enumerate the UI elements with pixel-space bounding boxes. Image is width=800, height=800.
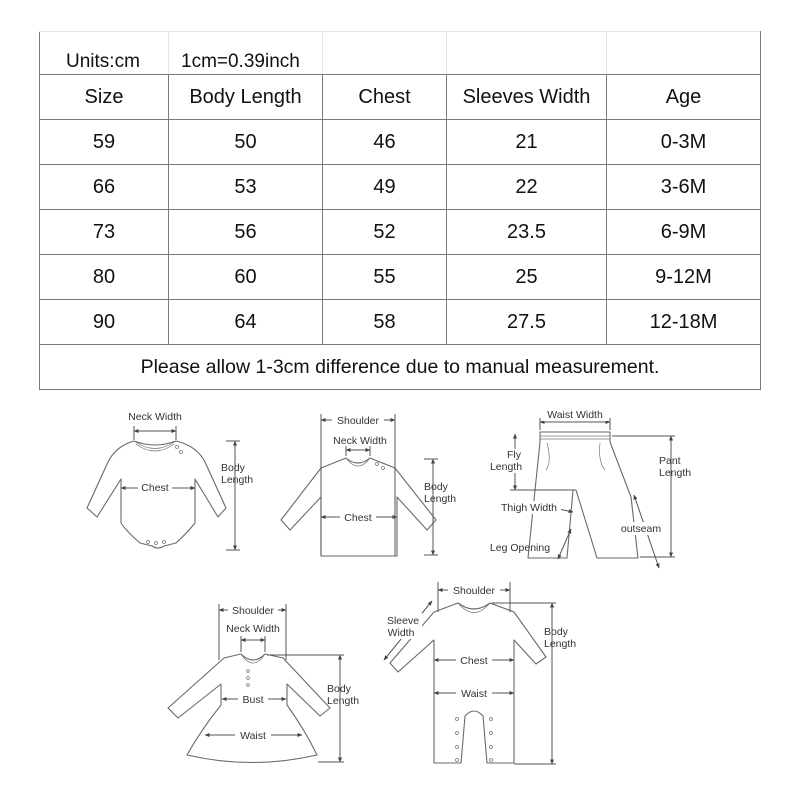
cell-age: 6-9M — [607, 210, 761, 255]
label-body-length-1: Body — [424, 481, 448, 493]
label-waist: Waist — [240, 730, 266, 742]
label-body-length-2: Length — [424, 493, 457, 505]
label-chest: Chest — [460, 655, 488, 667]
label-body-length-2: Length — [221, 474, 254, 486]
cell-body-length: 53 — [169, 165, 323, 210]
label-body-length-1: Body — [327, 683, 351, 695]
cell-chest: 58 — [323, 300, 447, 345]
measurement-note: Please allow 1-3cm difference due to manual measurement. — [40, 345, 761, 390]
cell-size: 80 — [40, 255, 169, 300]
dress-diagram — [168, 603, 359, 763]
label-thigh-width: Thigh Width — [500, 502, 558, 514]
cell-body-length: 64 — [169, 300, 323, 345]
label-outseam: outseam — [620, 523, 662, 535]
label-neck-width: Neck Width — [226, 623, 280, 635]
cell-age: 3-6M — [607, 165, 761, 210]
cell-size: 90 — [40, 300, 169, 345]
cell-age: 9-12M — [607, 255, 761, 300]
label-neck-width: Neck Width — [128, 411, 182, 423]
label-fly-length-1: Fly — [507, 449, 521, 461]
pants-diagram — [490, 408, 691, 568]
header-sleeves-width: Sleeves Width — [447, 75, 607, 120]
cell-age: 12-18M — [607, 300, 761, 345]
label-body-length-1: Body — [221, 462, 245, 474]
cell-size: 59 — [40, 120, 169, 165]
header-size: Size — [40, 75, 169, 120]
cell-chest: 46 — [323, 120, 447, 165]
label-bust: Bust — [242, 694, 264, 706]
label-sleeve-width-1: Sleeve — [386, 615, 420, 627]
label-pant-length-2: Length — [659, 467, 692, 479]
cell-age: 0-3M — [607, 120, 761, 165]
cell-body-length: 56 — [169, 210, 323, 255]
label-shoulder: Shoulder — [231, 605, 275, 617]
label-shoulder: Shoulder — [452, 585, 496, 597]
cell-chest: 49 — [323, 165, 447, 210]
romper-diagram — [384, 582, 576, 764]
top-diagram — [281, 413, 456, 556]
top-outline — [281, 458, 436, 556]
label-body-length-1: Body — [544, 626, 568, 638]
label-sleeve-width-2: Width — [387, 627, 415, 639]
label-waist-width: Waist Width — [547, 409, 603, 421]
label-fly-length-2: Length — [489, 461, 523, 473]
cell-sleeves-width: 22 — [447, 165, 607, 210]
cell-body-length: 50 — [169, 120, 323, 165]
label-leg-opening: Leg Opening — [489, 542, 551, 554]
header-chest: Chest — [323, 75, 447, 120]
cell-size: 73 — [40, 210, 169, 255]
cell-sleeves-width: 23.5 — [447, 210, 607, 255]
conversion-label: 1cm=0.39inch — [181, 51, 300, 72]
label-waist: Waist — [461, 688, 487, 700]
label-body-length-2: Length — [544, 638, 577, 650]
cell-sleeves-width: 21 — [447, 120, 607, 165]
label-chest: Chest — [344, 512, 372, 524]
header-age: Age — [607, 75, 761, 120]
label-pant-length-1: Pant — [659, 455, 681, 467]
cell-chest: 52 — [323, 210, 447, 255]
label-body-length-2: Length — [327, 695, 360, 707]
cell-sleeves-width: 27.5 — [447, 300, 607, 345]
cell-size: 66 — [40, 165, 169, 210]
label-chest: Chest — [141, 482, 169, 494]
bodysuit-diagram — [87, 411, 253, 550]
bodysuit-outline — [87, 441, 226, 548]
pants-outline — [528, 432, 638, 558]
header-body-length: Body Length — [169, 75, 323, 120]
cell-body-length: 60 — [169, 255, 323, 300]
cell-sleeves-width: 25 — [447, 255, 607, 300]
label-shoulder: Shoulder — [336, 415, 380, 427]
units-label: Units:cm — [66, 51, 140, 72]
cell-chest: 55 — [323, 255, 447, 300]
label-neck-width: Neck Width — [333, 435, 387, 447]
